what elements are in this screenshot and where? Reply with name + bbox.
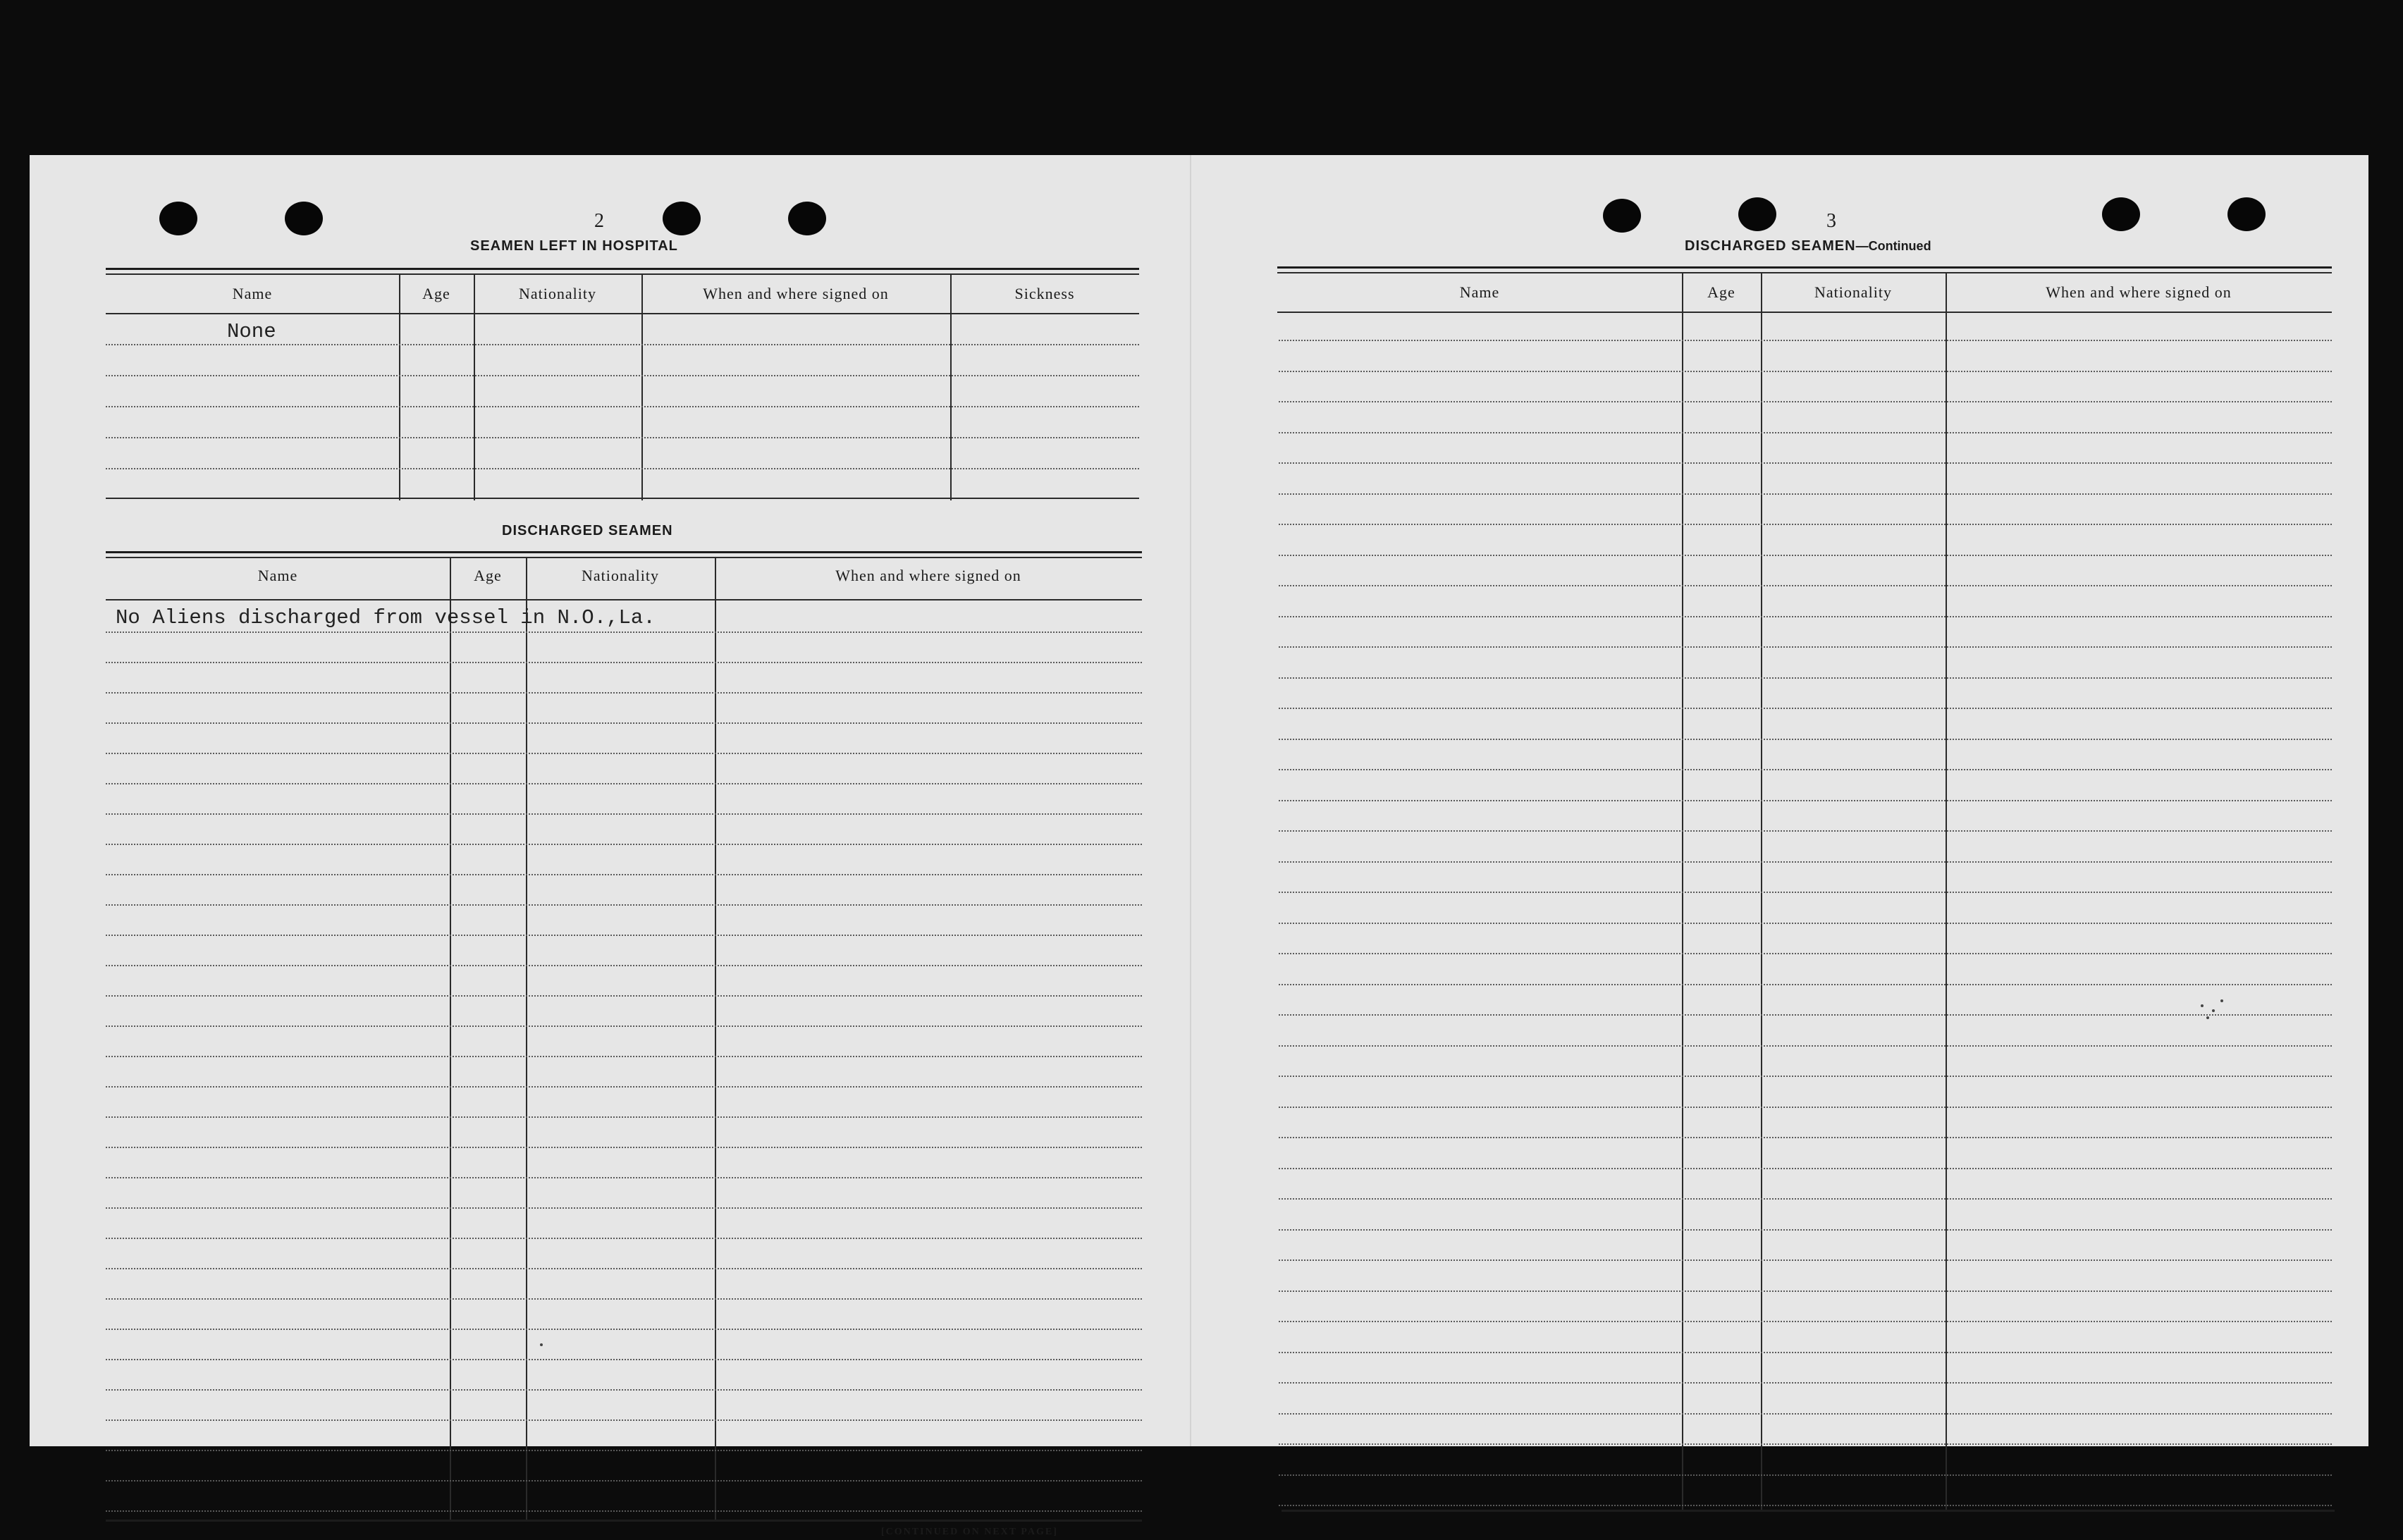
ruled-line <box>1279 1014 2332 1016</box>
ruled-line <box>106 844 1142 845</box>
ruled-line <box>1279 1137 2332 1138</box>
punch-hole <box>2102 197 2140 231</box>
ruled-line <box>106 1086 1142 1088</box>
ruled-line <box>106 1359 1142 1360</box>
punch-hole <box>1738 197 1776 231</box>
right-page-number: 3 <box>1826 210 1836 232</box>
ruled-line <box>1279 1290 2332 1292</box>
ruled-line <box>1279 1352 2332 1353</box>
ink-speck <box>2212 1009 2215 1012</box>
ruled-line <box>106 1207 1142 1209</box>
hospital-col-age: Age <box>422 285 450 302</box>
ruled-line <box>1279 830 2332 832</box>
ruled-line <box>1279 524 2332 525</box>
ruled-line <box>1279 984 2332 985</box>
continued-note: [CONTINUED ON NEXT PAGE] <box>881 1527 1058 1537</box>
ruled-line <box>1279 1443 2332 1445</box>
ruled-line <box>1279 1259 2332 1261</box>
ruled-line <box>1279 1045 2332 1047</box>
ruled-line <box>106 1268 1142 1269</box>
ruled-line <box>106 874 1142 875</box>
ruled-line <box>106 1025 1142 1027</box>
ruled-line <box>106 1238 1142 1239</box>
hospital-col-name: Name <box>232 285 273 302</box>
punch-hole <box>663 202 701 235</box>
discharged-entry: No Aliens discharged from vessel in N.O.,La. <box>116 606 656 629</box>
punch-hole <box>285 202 323 235</box>
ink-speck <box>2220 999 2223 1002</box>
ruled-line <box>106 722 1142 724</box>
ruled-line <box>106 1419 1142 1421</box>
ruled-line <box>1279 1107 2332 1108</box>
ruled-line <box>1279 401 2332 402</box>
ruled-line <box>1279 585 2332 586</box>
ink-speck <box>2206 1016 2209 1019</box>
right-title-suffix: —Continued <box>1855 239 1931 253</box>
ruled-line <box>1279 462 2332 464</box>
ruled-line <box>106 783 1142 784</box>
ruled-line <box>1279 892 2332 893</box>
ruled-line <box>106 1450 1142 1451</box>
right-col-signed-on: When and where signed on <box>2046 283 2232 301</box>
ruled-line <box>1279 769 2332 770</box>
ruled-line <box>106 1510 1142 1512</box>
ruled-line <box>1279 616 2332 617</box>
ruled-line <box>1279 371 2332 372</box>
ruled-line <box>106 1177 1142 1178</box>
ruled-line <box>1279 708 2332 709</box>
ruled-line <box>1279 953 2332 954</box>
ruled-line <box>1279 646 2332 648</box>
discharged-section-title: DISCHARGED SEAMEN <box>502 523 673 538</box>
hospital-col-signed-on: When and where signed on <box>703 285 889 302</box>
punch-hole <box>159 202 197 235</box>
ruled-line <box>106 1389 1142 1391</box>
ruled-line <box>1279 1382 2332 1384</box>
right-col-age: Age <box>1707 283 1735 301</box>
punch-hole <box>788 202 826 235</box>
right-title-main: DISCHARGED SEAMEN <box>1685 238 1856 254</box>
right-col-name: Name <box>1459 283 1500 301</box>
ruled-line <box>106 1056 1142 1057</box>
ruled-line <box>106 995 1142 997</box>
document-sheet <box>30 155 2368 1537</box>
hospital-col-sickness: Sickness <box>1014 285 1075 302</box>
hospital-entry: None <box>227 320 276 343</box>
ruled-line <box>106 935 1142 936</box>
ruled-line <box>106 662 1142 663</box>
ruled-line <box>106 1480 1142 1482</box>
punch-hole <box>1603 199 1641 233</box>
ruled-line <box>106 632 1142 633</box>
discharged-col-signed-on: When and where signed on <box>835 567 1021 584</box>
ruled-line <box>106 1147 1142 1148</box>
ruled-line <box>1279 555 2332 556</box>
ruled-line <box>1279 923 2332 924</box>
right-section-title <box>1685 238 1931 254</box>
ruled-line <box>106 1329 1142 1330</box>
ruled-line <box>106 692 1142 694</box>
ruled-line <box>106 904 1142 906</box>
page-fold <box>1190 155 1191 1446</box>
ruled-line <box>1279 432 2332 433</box>
ruled-line <box>1279 340 2332 341</box>
ruled-line <box>1279 1198 2332 1200</box>
punch-hole <box>2227 197 2266 231</box>
left-page-number: 2 <box>594 210 604 232</box>
hospital-col-nationality: Nationality <box>519 285 596 302</box>
ruled-line <box>106 753 1142 754</box>
ruled-line <box>1279 1076 2332 1077</box>
ruled-line <box>1279 861 2332 863</box>
discharged-col-nationality: Nationality <box>582 567 659 584</box>
ruled-line <box>106 1298 1142 1300</box>
hospital-section-title: SEAMEN LEFT IN HOSPITAL <box>470 238 678 254</box>
ink-speck <box>540 1343 543 1346</box>
ruled-line <box>1279 493 2332 495</box>
ruled-line <box>106 1116 1142 1118</box>
ruled-line <box>1279 1168 2332 1169</box>
ruled-line <box>106 813 1142 815</box>
ruled-line <box>1279 1474 2332 1476</box>
ink-speck <box>2201 1004 2204 1007</box>
ruled-line <box>1279 1229 2332 1231</box>
ruled-line <box>1279 1413 2332 1415</box>
ruled-line <box>1279 1321 2332 1322</box>
ruled-line <box>106 965 1142 966</box>
ruled-line <box>1279 677 2332 679</box>
discharged-col-age: Age <box>474 567 502 584</box>
ruled-line <box>1279 800 2332 801</box>
ruled-line <box>1279 739 2332 740</box>
discharged-col-name: Name <box>257 567 298 584</box>
ruled-line <box>1279 1505 2332 1506</box>
right-col-nationality: Nationality <box>1814 283 1892 301</box>
